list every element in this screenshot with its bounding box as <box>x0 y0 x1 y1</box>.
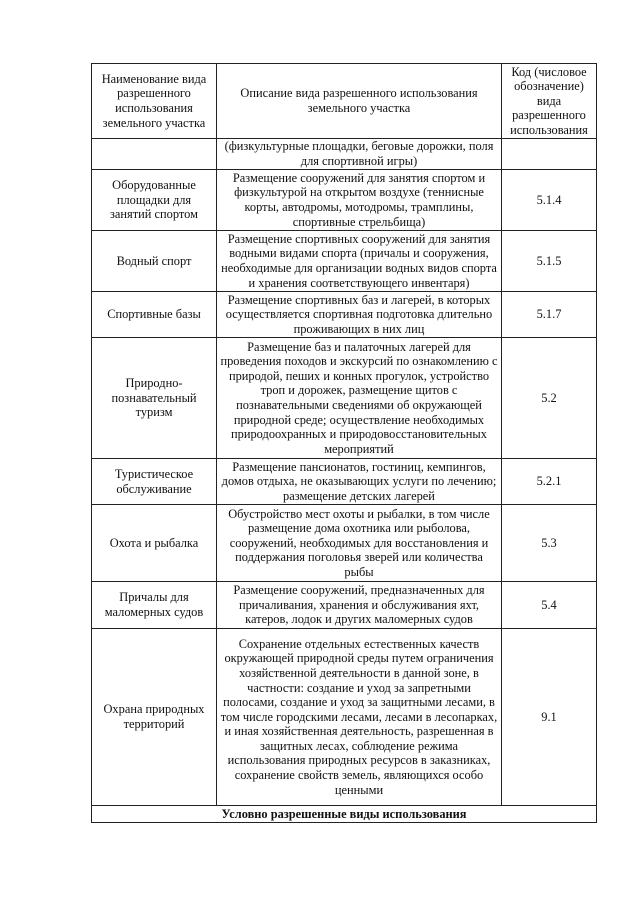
table-header-row <box>92 64 597 139</box>
row-code: 5.1.7 <box>502 292 597 338</box>
row-code: 5.4 <box>502 582 597 629</box>
table-row <box>92 629 597 806</box>
section-title: Условно разрешенные виды использования <box>92 806 597 823</box>
row-description: Размещение сооружений, предназначенных для причаливания, хранения и обслуживания яхт, катеров, лодок и других маломерных судов <box>217 582 502 629</box>
row-code: 5.2.1 <box>502 459 597 505</box>
row-description: Размещение пансионатов, гостиниц, кемпингов, домов отдыха, не оказывающих услуги по лечению; размещение детских лагерей <box>217 459 502 505</box>
land-use-table <box>91 63 597 823</box>
header-description: Описание вида разрешенного использования земельного участка <box>217 64 502 139</box>
row-code: 5.2 <box>502 338 597 459</box>
row-name: Туристическое обслуживание <box>92 459 217 505</box>
row-name: Охота и рыбалка <box>92 505 217 582</box>
row-name: Охрана природных территорий <box>92 629 217 806</box>
row-name: Водный спорт <box>92 231 217 292</box>
table-row <box>92 338 597 459</box>
row-name: Природно-познавательный туризм <box>92 338 217 459</box>
table-row <box>92 139 597 170</box>
row-code: 5.1.5 <box>502 231 597 292</box>
row-description: Размещение баз и палаточных лагерей для проведения походов и экскурсий по ознакомлению с природой, пеших и конных прогулок, устройство троп и дорожек, размещение щитов с познавательными сведениями об окружающей природной среде; осуществление необходимых природоохранных и природовосстановительных мероприятий <box>217 338 502 459</box>
row-description: Размещение спортивных баз и лагерей, в которых осуществляется спортивная подготовка длительно проживающих в них лиц <box>217 292 502 338</box>
row-code: 5.1.4 <box>502 170 597 231</box>
row-name: Спортивные базы <box>92 292 217 338</box>
row-description: (физкультурные площадки, беговые дорожки, поля для спортивной игры) <box>217 139 502 170</box>
row-description: Размещение сооружений для занятия спортом и физкультурой на открытом воздухе (теннисные корты, автодромы, мотодромы, трамплины, спортивные стрельбища) <box>217 170 502 231</box>
table-row <box>92 292 597 338</box>
row-description: Обустройство мест охоты и рыбалки, в том числе размещение дома охотника или рыболова, сооружений, необходимых для восстановления и поддержания поголовья зверей или количества рыбы <box>217 505 502 582</box>
table-row <box>92 459 597 505</box>
table-row <box>92 505 597 582</box>
row-code: 9.1 <box>502 629 597 806</box>
row-name <box>92 139 217 170</box>
row-code <box>502 139 597 170</box>
table-row <box>92 231 597 292</box>
row-code: 5.3 <box>502 505 597 582</box>
header-name: Наименование вида разрешенного использования земельного участка <box>92 64 217 139</box>
row-description: Сохранение отдельных естественных качеств окружающей природной среды путем ограничения хозяйственной деятельности в данной зоне, в частности: создание и уход за запретными полосами, создание и уход за защитными лесами, в том числе городскими лесами, лесами в лесопарках, и иная хозяйственная деятельность, разрешенная в защитных лесах, соблюдение режима использования природных ресурсов в заказниках, сохранение свойств земель, являющихся особо ценными <box>217 629 502 806</box>
header-code: Код (числовое обозначение) вида разрешенного использования <box>502 64 597 139</box>
section-header-row <box>92 806 597 823</box>
row-name: Причалы для маломерных судов <box>92 582 217 629</box>
row-description: Размещение спортивных сооружений для занятия водными видами спорта (причалы и сооружения, необходимые для организации водных видов спорта и хранения соответствующего инвентаря) <box>217 231 502 292</box>
row-name: Оборудованные площадки для занятий спортом <box>92 170 217 231</box>
table-row <box>92 170 597 231</box>
table-row <box>92 582 597 629</box>
